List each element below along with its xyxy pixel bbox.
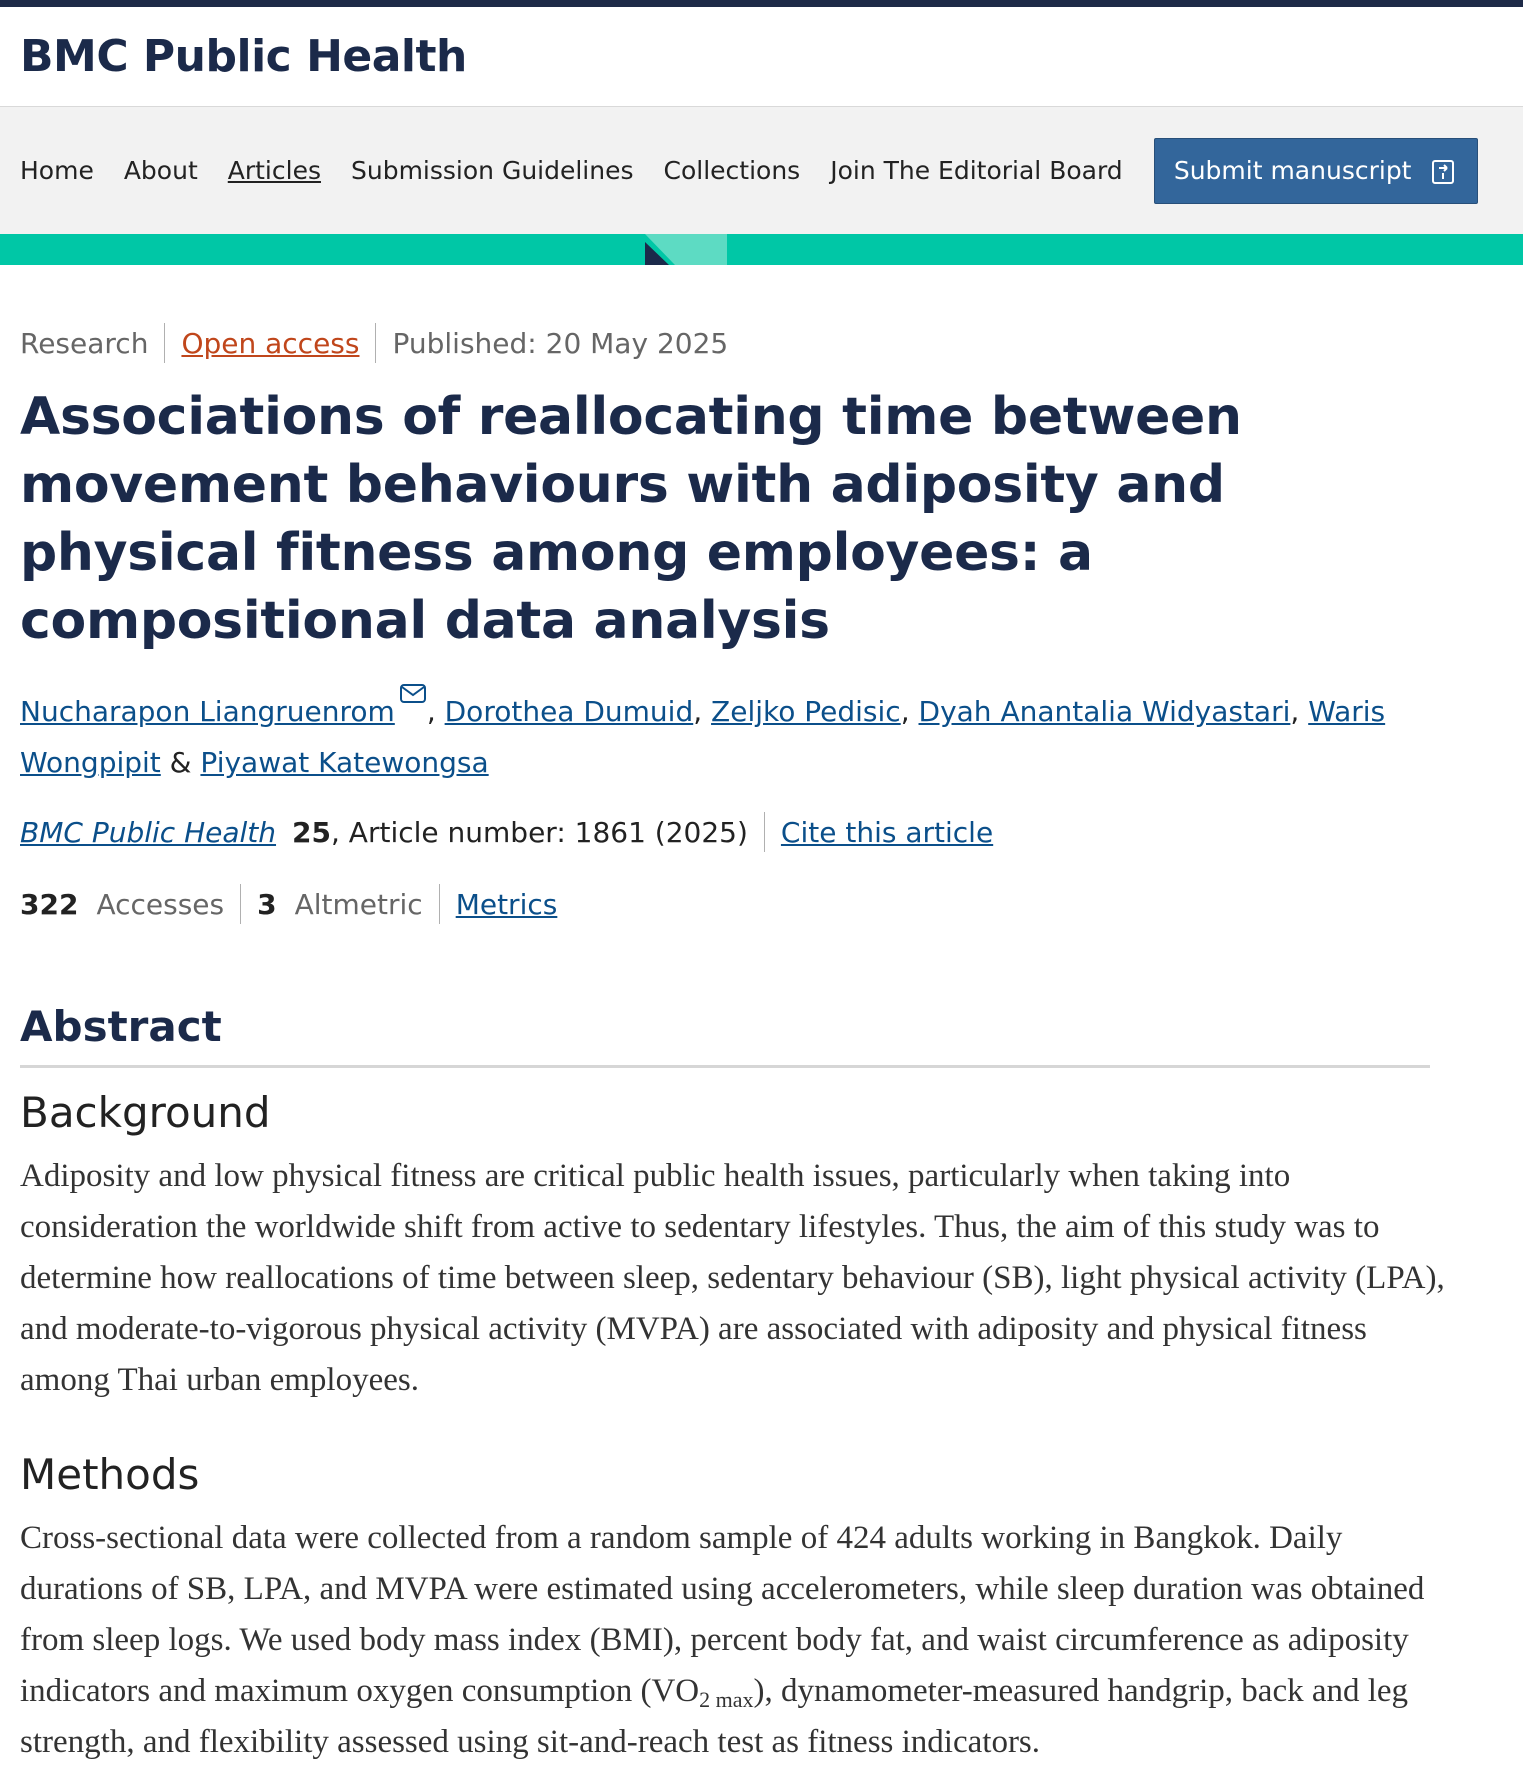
background-heading: Background <box>20 1088 271 1137</box>
author-separator: & <box>160 746 201 779</box>
author-list <box>20 683 1440 788</box>
meta-divider <box>164 323 165 363</box>
accesses-count: 322 <box>20 887 79 921</box>
meta-divider <box>764 812 765 852</box>
nav-home[interactable]: Home <box>20 156 94 185</box>
altmetric-label: Altmetric <box>294 887 423 921</box>
meta-divider <box>375 323 376 363</box>
nav-articles[interactable]: Articles <box>227 156 321 185</box>
methods-heading: Methods <box>20 1450 200 1499</box>
nav-about[interactable]: About <box>123 156 198 185</box>
author-link[interactable]: Dyah Anantalia Widyastari <box>918 695 1291 728</box>
meta-divider <box>439 884 440 924</box>
article-meta <box>20 323 1440 363</box>
main-nav <box>0 107 1523 234</box>
author-separator: , <box>900 695 919 728</box>
altmetric-count: 3 <box>257 887 277 921</box>
methods-paragraph <box>20 1513 1450 1768</box>
journal-header <box>0 7 1523 107</box>
author-link[interactable]: Dorothea Dumuid <box>444 695 694 728</box>
submit-manuscript-button[interactable] <box>1154 138 1478 204</box>
top-accent-bar <box>0 0 1523 7</box>
accesses-label: Accesses <box>96 887 225 921</box>
article-content <box>0 323 1445 1768</box>
published-date: Published: 20 May 2025 <box>392 326 729 360</box>
author-link[interactable]: Nucharapon Liangruenrom <box>20 695 395 728</box>
author-separator: , <box>1290 695 1309 728</box>
nav-join-editorial-board[interactable]: Join The Editorial Board <box>830 156 1123 185</box>
journal-link[interactable]: BMC Public Health <box>20 815 277 849</box>
volume-number: 25 <box>292 815 331 849</box>
article-number: , Article number: 1861 (2025) <box>331 815 748 849</box>
meta-divider <box>240 884 241 924</box>
submit-manuscript-label: Submit manuscript <box>1173 156 1412 185</box>
methods-text-part1: Cross-sectional data were collected from a random sample of 424 adults working in Bangkok. Daily durations of SB, LPA, and MVPA were estimated using accelerometers, while sleep duration was obtained from sleep logs. We used body mass index (BMI), percent body fat, and waist circumference as adiposity indicators and maximum oxygen consumption (VO <box>20 1520 1425 1709</box>
metrics-link[interactable]: Metrics <box>455 887 558 921</box>
methods-text-part2: ), dynamometer-measured handgrip, back and leg strength, and flexibility assessed using sit-and-reach test as fitness indicators. <box>20 1673 1409 1760</box>
email-icon[interactable] <box>399 683 427 705</box>
teal-decorative-band <box>0 234 1523 265</box>
journal-title[interactable]: BMC Public Health <box>20 31 467 82</box>
open-access-link[interactable]: Open access <box>181 326 360 360</box>
nav-collections[interactable]: Collections <box>663 156 801 185</box>
abstract-heading: Abstract <box>20 1002 1430 1068</box>
nav-submission-guidelines[interactable]: Submission Guidelines <box>350 156 634 185</box>
background-paragraph: Adiposity and low physical fitness are critical public health issues, particularly when taking into consideration the worldwide shift from active to sedentary lifestyles. Thus, the aim of this study was to determine how reallocations of time between sleep, sedentary behaviour (SB), light physical activity (LPA), and moderate-to-vigorous physical activity (MVPA) are associated with adiposity and physical fitness among Thai urban employees. <box>20 1158 1445 1398</box>
author-link[interactable]: Zeljko Pedisic <box>711 695 901 728</box>
external-submit-icon <box>1428 156 1458 186</box>
author-link[interactable]: Piyawat Katewongsa <box>200 746 489 779</box>
vo2max-subscript: 2 max <box>699 1687 754 1712</box>
navy-triangle-shape <box>645 242 669 265</box>
author-separator: , <box>693 695 712 728</box>
metrics-bar <box>20 884 1440 924</box>
author-separator: , <box>426 695 445 728</box>
citation-line <box>20 812 1440 852</box>
author-link[interactable]: Waris Wongpipit <box>20 695 1386 779</box>
cite-this-article-link[interactable]: Cite this article <box>780 815 994 849</box>
article-title: Associations of reallocating time between movement behaviours with adiposity and physical fitness among employees: a compositional data analysis <box>20 387 1242 651</box>
article-type: Research <box>20 326 149 360</box>
